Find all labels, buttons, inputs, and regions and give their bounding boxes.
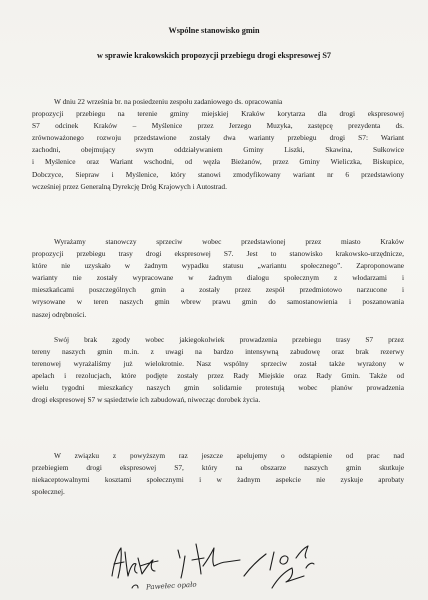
paragraph-line: naszej odrębności. (32, 309, 87, 319)
paragraph-line: i Myślenice oraz Wariant wschodni, od węzła Bieżanów, przez Gminy Wieliczka, Biskupice, (32, 157, 404, 167)
paragraph-line: przebiegiem drogi ekspresowej S7, który na obszarze naszych gmin skutkuje (32, 463, 404, 473)
paragraph-line: zrównoważonego rozwoju przedstawione zostały dwa warianty przebiegu drogi S7: Wariant (32, 133, 404, 143)
paragraph-line: warianty nie zostały wypracowane w żadnym dialogu społecznym z włodarzami i (32, 273, 404, 283)
paragraph-line: które nie uzyskało w żadnym wypadku statusu „wariantu społecznego”. Zaproponowane (32, 261, 404, 271)
document-title: Wspólne stanowisko gmin (168, 26, 260, 35)
paragraph-4 (32, 450, 404, 498)
paragraph-line: W dniu 22 września br. na posiedzeniu zespołu zadaniowego ds. opracowania (54, 97, 283, 106)
paragraph-line: niekaceptowalnymi kosztami społecznymi i w żadnym aspekcie nie zyskuje aprobaty (32, 475, 404, 485)
paragraph-line: W związku z powyższym raz jeszcze apelujemy o odstąpienie od prac nad (54, 451, 404, 460)
paragraph-line: apelach i rezolucjach, które podjęte zostały przez Rady Miejskie oraz Rady Gmin. Także od (32, 371, 404, 381)
paragraph-line: wcześniej przez Generalną Dyrekcję Dróg Krajowych i Autostrad. (32, 181, 227, 191)
paragraph-line: wrysowane w teren naszych gmin wbrew prawu gmin do samostanowienia i poszanowania (32, 297, 404, 307)
document-subtitle: w sprawie krakowskich propozycji przebiegu drogi ekspresowej S7 (96, 51, 332, 60)
handwritten-caption: Pawełec opało (145, 580, 197, 592)
paragraph-1 (32, 96, 404, 193)
signature-2 (178, 544, 240, 578)
signatures-area (0, 518, 428, 600)
paragraph-line: Wyrażamy stanowczy sprzeciw wobec przedstawionej przez miasto Kraków (54, 237, 404, 246)
paragraph-line: Dobczyce, Siepraw i Myślenice, który stanowi zmodyfikowany wariant nr 6 przedstawiony (32, 169, 404, 179)
paragraph-line: Swój brak zgody wobec jakiegokolwiek prowadzenia przebiegu trasy S7 przez (54, 335, 404, 344)
signature-1 (112, 548, 158, 578)
paragraph-line: tereny naszych gmin m.in. z uwagi na bardzo intensywną zabudowę oraz brak rezerwy (32, 347, 404, 357)
paragraph-2 (32, 236, 404, 321)
paragraph-line: zachodni, obejmujący swym oddziaływaniem Gminy Liszki, Skawina, Sułkowice (32, 145, 404, 155)
paragraph-line: propozycji przebiegu na terenie gminy miejskiej Kraków korytarza dla drogi ekspresowej (32, 109, 404, 119)
paragraph-line: mieszkańcami poszczególnych gmin a zostały przez zespół przedmiotowo narzucone i (32, 285, 404, 295)
paragraph-line: drogi ekspresowej S7 w sąsiedztwie ich zabudowań, niwecząc dorobek życia. (32, 395, 261, 405)
paragraph-line: propozycji przebiegu trasy drogi ekspresowej S7. Jest to stanowisko krakowsko-urzędnicze, (32, 249, 404, 259)
paragraph-line: S7 odcinek Kraków – Myślenice przez Jerzego Muzyka, zastępcę prezydenta ds. (32, 121, 404, 131)
paragraph-line: wielu tygodni mieszkańcy naszych gmin solidarnie protestują wobec planów prowadzenia (32, 383, 404, 393)
paragraph-line: społecznej. (32, 487, 65, 497)
signatures-svg (0, 518, 428, 600)
paragraph-3 (32, 334, 404, 407)
signature-3 (244, 546, 314, 588)
signature-mark (132, 585, 138, 588)
paragraph-line: terenowej wyrażaliśmy już wielokrotnie. Nasz wspólny sprzeciw został także wyrażony w (32, 359, 404, 369)
